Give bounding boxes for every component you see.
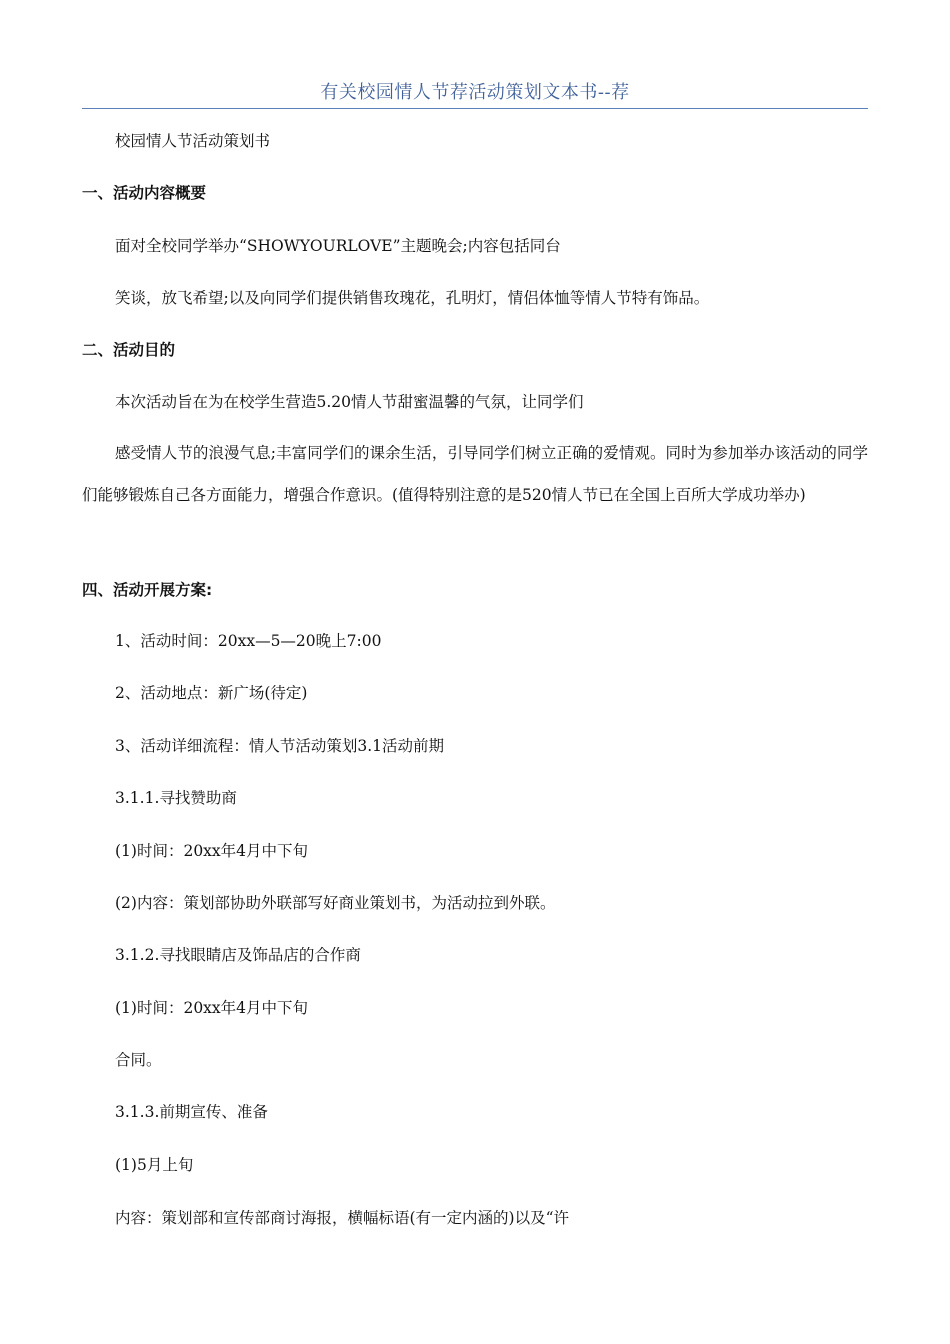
list-item: 3.1.3.前期宣传、准备 [115,1103,268,1121]
section-heading-2: 二、活动目的 [82,341,176,359]
section-heading-1: 一、活动内容概要 [82,184,207,202]
list-item: 1、活动时间：20xx—5—20晚上7:00 [115,632,382,650]
list-item: 3.1.1.寻找赞助商 [115,789,237,807]
document-header-title: 有关校园情人节荐活动策划文本书--荐 [320,82,630,103]
paragraph-block: 感受情人节的浪漫气息;丰富同学们的课余生活，引导同学们树立正确的爱情观。同时为参加举办该活动的同学们能够锻炼自己各方面能力，增强合作意识。(值得特别注意的是520情人节已在全国上百所大学成功举办) [82,444,868,504]
section-heading-4: 四、活动开展方案: [82,581,213,599]
list-item: (1)时间：20xx年4月中下旬 [115,842,309,860]
paragraph-line: 本次活动旨在为在校学生营造5.20情人节甜蜜温馨的气氛，让同学们 [115,393,584,411]
list-item: 内容：策划部和宣传部商讨海报，横幅标语(有一定内涵的)以及“许 [115,1209,570,1227]
paragraph-line: 面对全校同学举办“SHOWYOURLOVE”主题晚会;内容包括同台 [115,237,561,255]
list-item: (1)5月上旬 [115,1156,194,1174]
list-item: (2)内容：策划部协助外联部写好商业策划书，为活动拉到外联。 [115,894,556,912]
list-item: 合同。 [115,1051,162,1069]
document-subtitle: 校园情人节活动策划书 [115,132,271,150]
list-item: 3、活动详细流程：情人节活动策划3.1活动前期 [115,737,445,755]
header-divider [82,108,868,109]
list-item: (1)时间：20xx年4月中下旬 [115,999,309,1017]
paragraph-line: 笑谈，放飞希望;以及向同学们提供销售玫瑰花，孔明灯，情侣体恤等情人节特有饰品。 [115,289,710,307]
list-item: 2、活动地点：新广场(待定) [115,684,308,702]
list-item: 3.1.2.寻找眼睛店及饰品店的合作商 [115,946,361,964]
